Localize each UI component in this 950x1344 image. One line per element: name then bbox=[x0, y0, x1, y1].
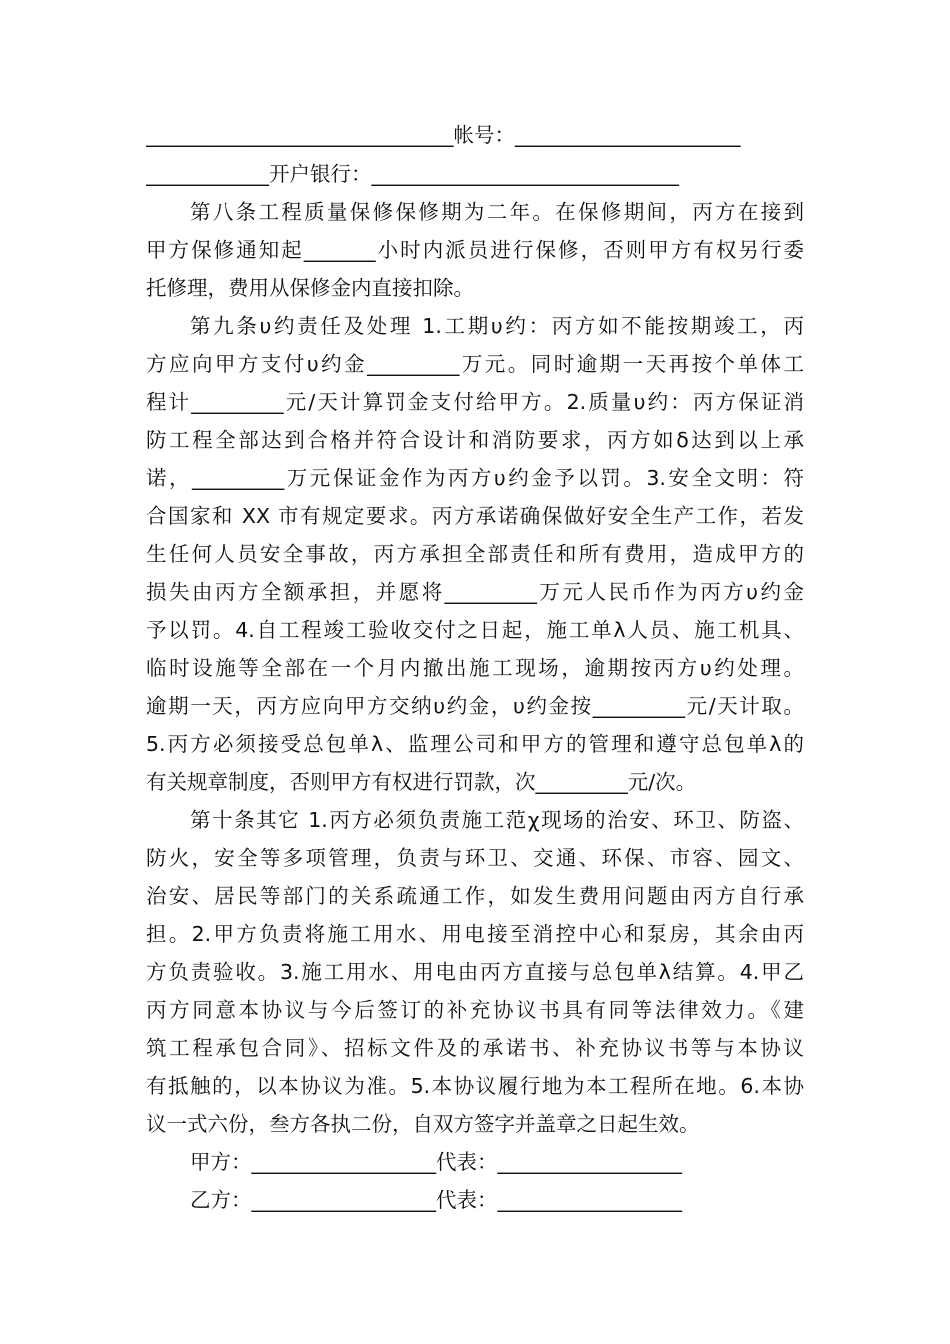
article-10-line-3: 治安、居民等部门的关系疏通工作，如发生费用问题由丙方自行承 bbox=[146, 884, 804, 908]
article-9-line-5: 诺，_________万元保证金作为丙方υ约金予以罚。3.安全文明：符 bbox=[146, 466, 804, 490]
article-9-line-8: 损失由丙方全额承担，并愿将_________万元人民币作为丙方υ约金 bbox=[146, 580, 804, 604]
party-a-signature-line: 甲方：__________________代表：__________________ bbox=[190, 1150, 682, 1174]
article-10-line-2: 防火，安全等多项管理，负责与环卫、交通、环保、市容、园文、 bbox=[146, 846, 804, 870]
article-10-line-8: 有抵触的，以本协议为准。5.本协议履行地为本工程所在地。6.本协 bbox=[146, 1074, 804, 1098]
article-10-line-7: 筑工程承包合同》、招标文件及的承诺书、补充协议书等与本协议 bbox=[146, 1036, 804, 1060]
article-8-line-1: 第八条工程质量保修保修期为二年。在保修期间，丙方在接到 bbox=[190, 200, 804, 224]
article-9-line-12: 5.丙方必须接受总包单λ、监理公司和甲方的管理和遵守总包单λ的 bbox=[146, 732, 804, 756]
party-b-signature-line: 乙方：__________________代表：__________________ bbox=[190, 1188, 682, 1212]
article-9-line-10: 临时设施等全部在一个月内撤出施工现场，逾期按丙方υ约处理。 bbox=[146, 656, 804, 680]
article-10-line-5: 方负责验收。3.施工用水、用电由丙方直接与总包单λ结算。4.甲乙 bbox=[146, 960, 804, 984]
article-8-line-3: 托修理，费用从保修金内直接扣除。 bbox=[146, 276, 474, 300]
account-number-line: ______________________________帐号：______________________ bbox=[146, 123, 741, 147]
article-8-line-2: 甲方保修通知起_______小时内派员进行保修，否则甲方有权另行委 bbox=[146, 238, 804, 262]
article-9-line-9: 予以罚。4.自工程竣工验收交付之日起，施工单λ人员、施工机具、 bbox=[146, 618, 804, 642]
bank-name-line: ____________开户银行：______________________________ bbox=[146, 162, 679, 186]
article-9-line-7: 生任何人员安全事故，丙方承担全部责任和所有费用，造成甲方的 bbox=[146, 542, 804, 566]
article-10-line-4: 担。2.甲方负责将施工用水、用电接至消控中心和泵房，其余由丙 bbox=[146, 922, 804, 946]
article-9-line-6: 合国家和 XX 市有规定要求。丙方承诺确保做好安全生产工作，若发 bbox=[146, 504, 804, 528]
article-10-line-1: 第十条其它 1.丙方必须负责施工范χ现场的治安、环卫、防盗、 bbox=[190, 808, 804, 832]
article-9-line-2: 方应向甲方支付υ约金_________万元。同时逾期一天再按个单体工 bbox=[146, 352, 804, 376]
article-9-line-1: 第九条υ约责任及处理 1.工期υ约：丙方如不能按期竣工，丙 bbox=[190, 314, 804, 338]
article-9-line-13: 有关规章制度，否则甲方有权进行罚款，次_________元/次。 bbox=[146, 770, 697, 794]
article-9-line-4: 防工程全部达到合格并符合设计和消防要求，丙方如δ达到以上承 bbox=[146, 428, 804, 452]
article-10-line-6: 丙方同意本协议与今后签订的补充协议书具有同等法律效力。《建 bbox=[146, 998, 804, 1022]
article-9-line-11: 逾期一天，丙方应向甲方交纳υ约金，υ约金按_________元/天计取。 bbox=[146, 694, 804, 718]
article-10-line-9: 议一式六份，叁方各执二份，自双方签字并盖章之日起生效。 bbox=[146, 1112, 700, 1136]
article-9-line-3: 程计_________元/天计算罚金支付给甲方。2.质量υ约：丙方保证消 bbox=[146, 390, 804, 414]
